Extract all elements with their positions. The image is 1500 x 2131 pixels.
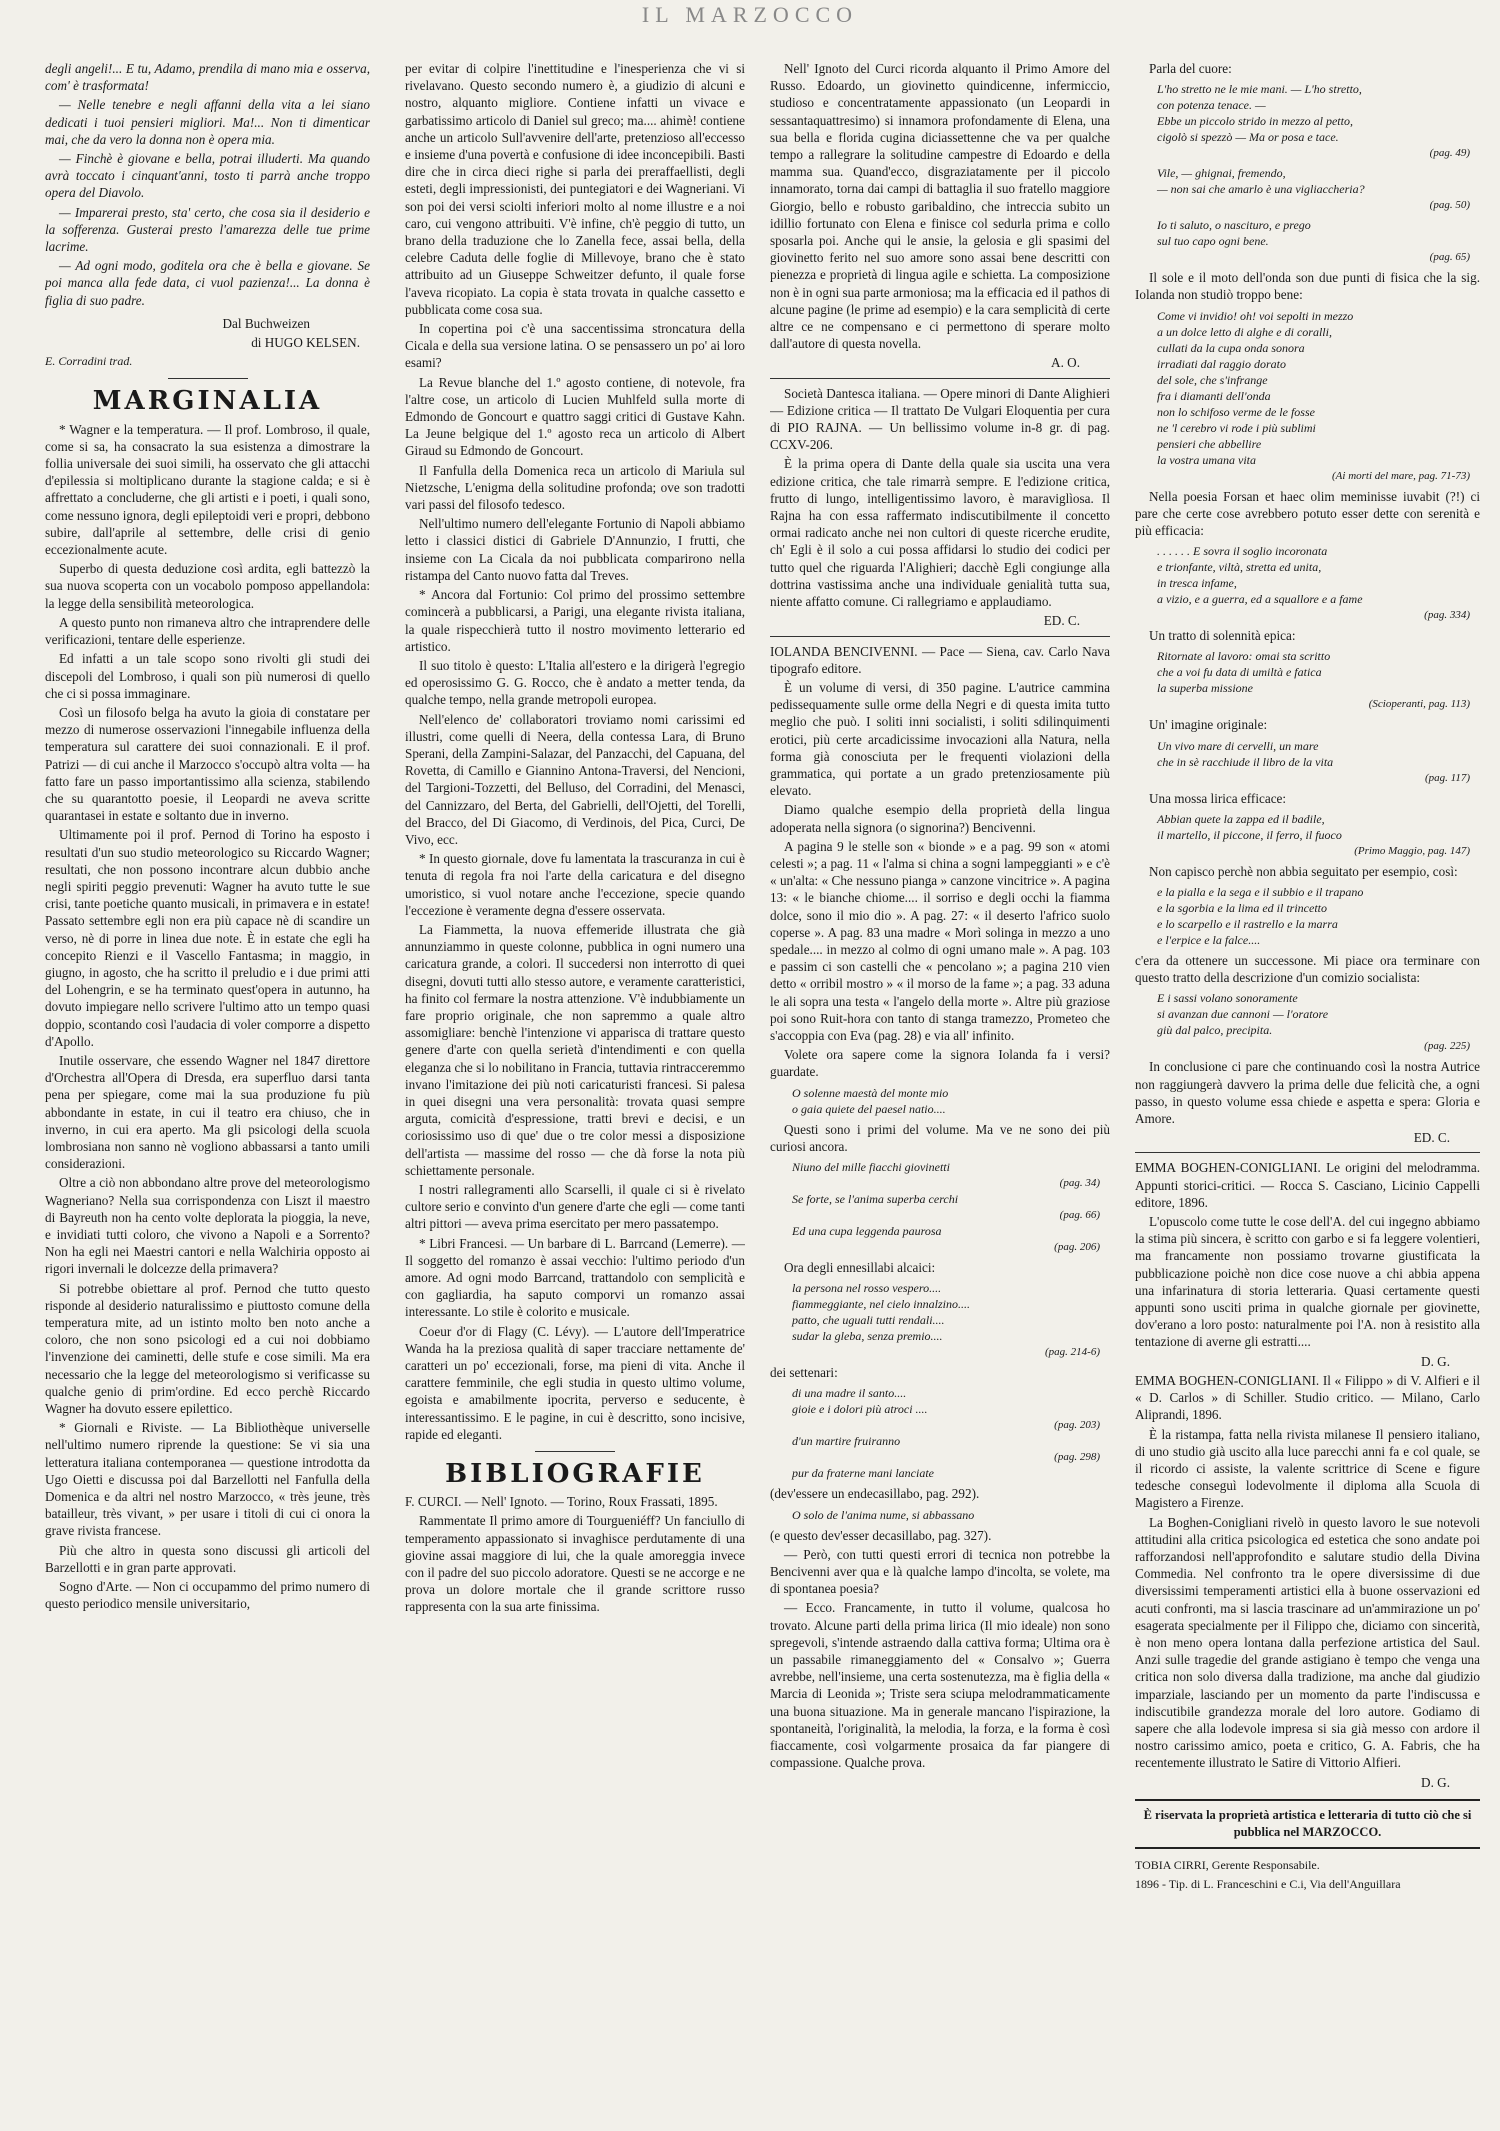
poem-line: sul tuo capo ogni bene. [1157, 234, 1269, 249]
poem-quote [1157, 811, 1480, 859]
poem-line: che a voi fu data di umiltà e fatica [1157, 665, 1322, 680]
article-paragraph: A questo punto non rimaneva altro che intraprendere delle verificazioni, tentare delle esperienze. [45, 614, 370, 648]
poem-source: (pag. 334) [1424, 609, 1470, 622]
rights-notice: È riservata la proprietà artistica e letteraria di tutto ciò che si pubblica nel MARZOCCO. [1135, 1799, 1480, 1849]
poem-line: cullati da la cupa onda sonora [1157, 340, 1305, 355]
review-head: Società Dantesca italiana. — Opere minori di Dante Alighieri — Edizione critica — Il trattato De Vulgari Eloquentia per cura di PIO RAJNA. — Un bellissimo volume in-8 gr. di pag. CCXV-206. [770, 385, 1110, 453]
article-paragraph: Il Fanfulla della Domenica reca un articolo di Mariula sul Nietzsche, L'enigma della solitudine profonda; ove son tradotti vari passi del filosofo tedesco. [405, 462, 745, 513]
poem-line: Se forte, se l'anima superba cerchi [792, 1191, 959, 1206]
article-paragraph: In copertina poi c'è una saccentissima stroncatura della Cicala e della sua versione latina. O se pensassero un po' ai loro esami? [405, 321, 745, 371]
poem-line: e l'erpice e la falce.... [1157, 933, 1261, 948]
signature: A. O. [1051, 355, 1080, 371]
article-paragraph: — Ecco. Francamente, in tutto il volume, qualcosa ho trovato. Alcune parti della prima lirica (Il mio ideale) non sono spregevoli, s'intende astraendo dalla cattiva forma; Ultima ora è un passabile rimaneggiamento del « Consalvo »; Guerra avrebbe, nell'insieme, una certa sostenutezza, ma è figlia della « Marcia di Leonida »; Triste sera sciupa melodrammaticamente una buona situazione. Ma in generale mancano l'ispirazione, la spontaneità, l'originalità, la melodia, la forza, e la forma è così fiaccamente, così volgarmente prosaica da far piangere di compassione. Qualche prova. [770, 1600, 1110, 1771]
article-paragraph: È la ristampa, fatta nella rivista milanese Il pensiero italiano, di uno studio già uscito alla luce parecchi anni fa e col quale, se il ricordo ci assiste, la valente scrittrice di Scene e figure tedesche conseguì lodevolmente il diploma alla Scuola di Magistero a Firenze. [1135, 1426, 1480, 1511]
poem-line: O solenne maestà del monte mio [792, 1085, 949, 1100]
signature: D. G. [1421, 1774, 1450, 1790]
article-paragraph: Volete ora sapere come la signora Iolanda fa i versi? guardate. [770, 1047, 1110, 1080]
verse-paragraph: — Nelle tenebre e negli affanni della vita a lei siano dedicati i tuoi pensieri migliori. Ma!... Non ti dimenticar mai, che da vero la donna non è opera mia. [45, 97, 370, 147]
divider [168, 378, 248, 379]
section-title-marginalia: MARGINALIA [92, 386, 323, 417]
gerente: TOBIA CIRRI, Gerente Responsabile. [1135, 1858, 1320, 1873]
article-paragraph: A pagina 9 le stelle son « bionde » e a pag. 99 son « atomi celesti »; a pag. 11 « l'alma si china a sogni lampeggianti » e c'è « un'alta: « Che nessuno pianga » canzone vincitrice ». A pagina 13: « le bianche chiome.... il sorriso e degli occhi la fiamma dolce, sono il mio dio ». A pag. 27: « il deserto l'africo suolo coperse ». A pag. 83 una madre « Morì solinga in mezzo a uno spedale.... in mezzo al colmo di ogni umano male ». A pag. 103 e passim ci son castelli che « pencolano »; a pagina 210 vien detto « orribil mostro » « il morso de la fame »; a pag. 33 aduna le ali sopra una testa « l'angelo della morte ». Altre più graziose poi sono Ruit-hora con tanto di stanga tramezzo, Prometeo che s'accoppia con Eva (pag. 28) e via all' infinito. [770, 838, 1110, 1043]
translator: E. Corradini trad. [45, 354, 133, 369]
poem-quote [1157, 217, 1480, 265]
poem-source: (pag. 225) [1424, 1040, 1470, 1053]
poem-line: che in sè racchiude il libro de la vita [1157, 754, 1334, 769]
article-paragraph: * Libri Francesi. — Un barbare di L. Barrcand (Lemerre). — Il soggetto del romanzo è assai vecchio: l'ultimo periodo d'un amore. Ad ogni modo Barrcand, trattandolo con semplicità e con gagliardia, ha saputo comporvi un romanzo assai interessante. Lo stile è colorito e musicale. [405, 1235, 745, 1320]
poem-line: la vostra umana vita [1157, 452, 1256, 467]
article-paragraph: Parla del cuore: [1149, 61, 1232, 76]
article-paragraph: Oltre a ciò non abbondano altre prove del meteorologismo Wagneriano? Nella sua corrispondenza con Liszt il maestro di Bayreuth non ha cento volte deplorata la pioggia, la neve, e invidiati tutti coloro, che vivono a Napoli e a Sorrento? Non ha egli nei Maestri cantori e nella Walchiria opposto ai rigori invernali le dolcezze della primavera? [45, 1175, 370, 1277]
poem-source: (Primo Maggio, pag. 147) [1354, 844, 1470, 857]
poem-line: ne 'l cerebro vi rode i più sublimi [1157, 420, 1316, 435]
signature: ED. C. [1413, 1130, 1450, 1146]
article-paragraph: Nell'elenco de' collaboratori troviamo nomi carissimi ed illustri, come quelli di Neera, della contessa Lara, di Bruno Sperani, della Zampini-Salazar, del Panzacchi, del Capuana, del Rovetta, di Camillo e Giannino Antona-Traversi, del Nencioni, del Targioni-Tozzetti, del Belluso, del Corradini, del Menasci, del Cannizzaro, del Berta, del Gabrielli, dell'Ojetti, del Torelli, del Bracco, del Di Giacomo, di Verdinois, del Pica, Curci, De Vivo, ecc. [405, 711, 745, 847]
poem-quote [1157, 543, 1480, 623]
article-paragraph: I nostri rallegramenti allo Scarselli, il quale ci si è rivelato cultore serio e convinto d'un genere d'arte che egli — come tanti altri pittori — aveva prima esercitato per mero passatempo. [405, 1182, 745, 1232]
poem-line: irradiati dal raggio dorato [1157, 356, 1287, 371]
verse-paragraph: degli angeli!... E tu, Adamo, prendila di mano mia e osserva, com' è trasformata! [45, 61, 370, 94]
poem-line: a un dolce letto di alghe e di coralli, [1157, 324, 1332, 339]
article-paragraph: Superbo di questa deduzione così ardita, egli battezzò la sua nuova scoperta con un vocabolo pomposo appellandola: la legge della sensibilità meteorologica. [45, 561, 370, 611]
verses [45, 60, 370, 309]
review-head: EMMA BOGHEN-CONIGLIANI. Il « Filippo » di V. Alfieri e il « D. Carlos » di Schiller. Studio critico. — Milano, Carlo Aliprandi, 1896. [1135, 1372, 1480, 1423]
poem-quote [792, 1159, 1110, 1255]
article-paragraph: (e questo dev'esser decasillabo, pag. 327). [770, 1527, 992, 1543]
article-paragraph: * Giornali e Riviste. — La Bibliothèque universelle nell'ultimo numero riprende la questione: Se vi sia una letteratura italiana contemporanea — questione introdotta da Ugo Oietti e discussa poi dal Barzellotti nel Fanfulla della Domenica e da altri nel nostro Marzocco, « très jeune, très batailleur, très vivant, » per usare i titoli di cui ci onora la grave rivista francese. [45, 1420, 370, 1539]
verse-paragraph: — Finchè è giovane e bella, potrai illuderti. Ma quando avrà toccato i cinquant'anni, tosto ti parrà anche troppo opera del Diavolo. [45, 151, 370, 201]
poem-source: (pag. 65) [1429, 251, 1470, 264]
poem-line: o gaia quiete del paesel natio.... [792, 1101, 946, 1116]
poem-line: fra i diamanti dell'onda [1157, 388, 1271, 403]
poem-line: E i sassi volano sonoramente [1157, 991, 1298, 1006]
poem-source: (pag. 66) [1059, 1208, 1100, 1221]
article-paragraph: È la prima opera di Dante della quale sia uscita una vera edizione critica, che tale rimarrà sempre. E l'edizione critica, frutto di lungo, intelligentissimo lavoro, è maraviglìosa. Il Rajna ha con essa raffermato indiscutibilmente il concetto ormai radicato anche nei non cultori di queste ricerche erudite, ch' Egli è il solo a cui possa affidarsi lo studio dei codici per tutto quel che riguarda l'Alighieri; dacchè Egli congiunge alla dottrina vastissima anche una individuale genialità tutta sua, niente affatto comune. Ci rallegriamo e applaudiamo. [770, 456, 1110, 610]
article-paragraph: La Revue blanche del 1.º agosto contiene, di notevole, fra l'altre cose, un articolo di Lucien Muhlfeld sulla morte di Edmondo de Goncourt e quattro saggi critici di Gustave Kahn. La Jeune belgique del 1.º agosto reca un articolo di Albert Giraud su Edmondo de Goncourt. [405, 374, 745, 459]
signature: D. G. [1421, 1353, 1450, 1369]
poem-line: la persona nel rosso vespero.... [792, 1281, 942, 1296]
masthead: IL MARZOCCO [641, 2, 859, 27]
poem-source: (pag. 214-6) [1045, 1346, 1100, 1359]
article-paragraph: — Però, con tutti questi errori di tecnica non potrebbe la Bencivenni aver qua e là qualche lampo d'incolta, se volete, ma di spontanea poesia? [770, 1546, 1110, 1597]
poem-line: non lo schifoso verme de le fosse [1157, 404, 1315, 419]
verse-paragraph: — Ad ogni modo, goditela ora che è bella e giovane. Se poi manca alla fede data, ci vuol pazienza!... La donna è figlia di suo padre. [45, 258, 370, 308]
poem-line: e la pialla e la sega e il subbio e il trapano [1157, 885, 1364, 900]
poem-line: . . . . . . E sovra il soglio incoronata [1157, 544, 1328, 559]
poem-line: Niuno del mille fiacchi giovinetti [792, 1159, 950, 1174]
article-paragraph: Nell'ultimo numero dell'elegante Fortunio di Napoli abbiamo letto i classici distici di Gabriele D'Annunzio, I frutti, che insieme con La Cicala da noi pubblicata comparirono nella ristampa del Canto nuovo fatta dal Treves. [405, 516, 745, 583]
poem-line: del sole, che s'infrange [1157, 372, 1268, 387]
poem-source: (Ai morti del mare, pag. 71-73) [1332, 469, 1470, 482]
poem-source: (pag. 298) [1054, 1451, 1100, 1464]
poem-line: pur da fraterne mani lanciate [792, 1466, 934, 1481]
poem-line: Ebbe un piccolo strido in mezzo al petto, [1157, 114, 1353, 129]
article-paragraph: Questi sono i primi del volume. Ma ve ne sono dei più curiosi ancora. [770, 1121, 1110, 1154]
article-paragraph: * In questo giornale, dove fu lamentata la trascuranza in cui è tenuta di regola fra noi l'arte della caricatura e del disegno umoristico, si vuol notare anche l'eccezione, specie quando l'eccezione è veramente degna d'essere osservata. [405, 851, 745, 918]
article-paragraph: Inutile osservare, che essendo Wagner nel 1847 direttore d'Orchestra all'Opera di Dresda, era superfluo darsi tanta pena per spiegare, come mai la sua produzione fu più abbondante in estate, in cui il teatro era chiuso, che in inverno, in cui era aperto. Ma gli psicologi della scuola lombrosiana non sanno nè vogliono abbassarsi a tanto umili considerazioni. [45, 1052, 370, 1172]
byline-from: Dal Buchweizen [222, 315, 310, 331]
poem-line: e trionfante, viltà, stretta ed unita, [1157, 560, 1322, 575]
poem-quote [792, 1085, 1110, 1117]
signature: ED. C. [1043, 613, 1080, 629]
marginalia-body [45, 421, 370, 1613]
poem-line: — non sai che amarlo è una vigliaccheria? [1157, 182, 1365, 197]
poem-line: Come vi invidio! oh! voi sepolti in mezzo [1157, 308, 1354, 323]
article-paragraph: Sogno d'Arte. — Non ci occupammo del primo numero di questo periodico mensile universitario, [45, 1579, 370, 1612]
poem-source: (pag. 50) [1429, 199, 1470, 212]
divider [770, 378, 1110, 379]
poem-line: Ed una cupa leggenda paurosa [792, 1223, 942, 1238]
article-paragraph: Così un filosofo belga ha avuto la gioia di constatare per mezzo di numerose osservazioni l'innegabile influenza della temperatura sul carattere dei suoi connazionali. E il prof. Patrizi — di cui anche il Marzocco s'occupò altra volta — ha fatto fare un passo importantissimo alla scienza, stabilendo che su quarantotto poesie, il Leopardi ne aveva scritte quarantasei in estate e soltanto due in inverno. [45, 704, 370, 824]
article-paragraph: dei settenari: [770, 1365, 838, 1381]
article-paragraph: Nella poesia Forsan et haec olim meminisse iuvabit (?!) ci pare che certe cose avrebbero potuto esser dette con serenità e più efficacia: [1135, 488, 1480, 539]
poem-quote [1157, 884, 1480, 948]
poem-line: la superba missione [1157, 681, 1253, 696]
article-paragraph: L'opuscolo come tutte le cose dell'A. del cui ingegno abbiamo la stima più sincera, è scritto con garbo e si fa leggere volentieri, ma francamente non possiamo trovarne giustificata la pubblicazione poichè non dice cose nuove a chi abbia appena una infarinatura di storia letteraria. Quasi certamente questi appunti sono usciti prima in qualche giornale per giovinette, dov'erano a loro posto: naturalmente poi l'A. non à resistito alla tentazione di averne gli estratti.... [1135, 1214, 1480, 1350]
article-paragraph: (dev'essere un endecasillabo, pag. 292). [770, 1486, 980, 1502]
column-3 [770, 60, 1110, 2120]
poem-line: fiammeggiante, nel cielo innalzino.... [792, 1297, 970, 1312]
poem-line: sudar la gleba, senza premio.... [792, 1329, 943, 1344]
article-paragraph: Il sole e il moto dell'onda son due punti di fisica che la sig. Iolanda non studiò troppo bene: [1135, 270, 1480, 303]
poem-line: Vile, — ghignai, fremendo, [1157, 166, 1286, 181]
poem-line: di una madre il santo.... [792, 1386, 907, 1401]
poem-line: Un vivo mare di cervelli, un mare [1157, 738, 1319, 753]
review-head: IOLANDA BENCIVENNI. — Pace — Siena, cav. Carlo Nava tipografo editore. [770, 643, 1110, 676]
poem-line: pensieri che abbellire [1157, 436, 1262, 451]
poem-line: gioie e i dolori più atroci .... [792, 1402, 928, 1417]
article-paragraph: per evitar di colpire l'inettitudine e l'inesperienza che vi si rivelavano. Questo secondo numero è, a giudizio di alcuni e nostro, alquanto migliore. Contiene infatti un vivace e garbatissimo articolo di Daniel sul greco; ma.... ahimè! contiene anche un articolo Sull'avvenire dell'arte, pretenzioso all'eccesso e insieme d'una povertà e confusione di idee inconcepibili. Basti dire che in circa dieci righe si parla dei preraffaellisti, degli esteti, degli impressionisti, dei puntegiatori e dei Wagneriani. Vi son poi dei versi sciolti inferiori molto al nome illustre e a noi caro, cui vengono attribuiti. V'è infine, ch'è peggio di tutto, un brano della traduzione che lo Zanella fece, assai bella, della celebre Caduta delle foglie di Millevoye, brano che è stato attribuito ad un Giuseppe Schweitzer defunto, il quale forse l'aveva ricopiato. La copia è stata trovata in qualche cassetto e pubblicata come cosa sua. [405, 61, 745, 317]
poem-quote [1157, 990, 1480, 1054]
column-2 [405, 60, 745, 2120]
poem-quote [1157, 81, 1480, 161]
article-paragraph: Ora degli ennesillabi alcaici: [784, 1259, 936, 1275]
poem-line: si avanzan due cannoni — l'oratore [1157, 1007, 1329, 1022]
column-1 [45, 60, 370, 2120]
poem-quote [1157, 308, 1480, 484]
article-paragraph: La Boghen-Conigliani rivelò in questo lavoro le sue notevoli attitudini alla critica psicologica ed estetica che sono andate poi rafforzandosi nell'approfondito e salutare studio della Divina Commedia. Nel confronto tra le opere diversissime di due diversissimi temperamenti artistici ella à buone osservazioni ed acuti confronti, ma si lascia trascinare ad un'ammirazione un po' esagerata specialmente per il Filippo che, diciamo con sincerità, è non meno opera lontana dalla perfezione artistica del Saul. Anzi sulle tragedie del grande astigiano è tempo che venga una critica non solo diversa dalla tradizione, ma anche dal giudizio imparziale, lasciando per un momento da parte l'indiscussa e indiscutibile grandezza morale del loro autore. Godiamo di sapere che alla lodevole impresa si sia già messo con ardore il nostro carissimo amico, poeta e critico, G. A. Fabris, che ha recentemente illustrato le Satire di Vittorio Alfieri. [1135, 1514, 1480, 1771]
article-paragraph: La Fiammetta, la nuova effemeride illustrata che già annunziammo in queste colonne, pubblica in ogni numero una caricatura grande, a colori. Il succedersi non interrotto di quei disegni, dovuti tutti allo stesso autore, e veramente caratteristici, ha finito col fermare la nostra attenzione. V'è indubbiamente un fare proprio originale, che non sapremmo a quale altro assomigliare: benchè l'intenzione vi apparisca di trattare questo genere d'arte con quella serietà d'intendimenti e con quella eleganza che si lo nobilitano in Francia, tuttavia rintracceremmo invano l'imitazione dei più noti caricaturisti francesi. Si palesa in quei disegni una vera personalità: trovata quasi sempre arguta, comicità d'espressione, tratti brevi e decisi, e un coriosissimo uso di que' due o tre color messi a disposizione dell'artista — massime del rosso — che dà forse la nota più schiettamente personale. [405, 921, 745, 1178]
poem-quote [792, 1385, 1110, 1481]
article-paragraph: Una mossa lirica efficace: [1149, 790, 1287, 806]
poem-source: (pag. 206) [1054, 1240, 1100, 1253]
review-head: EMMA BOGHEN-CONIGLIANI. Le origini del melodramma. Appunti storici-critici. — Rocca S. Casciano, Licinio Cappelli editore, 1896. [1135, 1160, 1480, 1210]
article-paragraph: Il suo titolo è questo: L'Italia all'estero e la dirigerà l'egregio ed operosissimo G. G. Rocco, che è andato a metter tenda, da qualche tempo, nella grande metropoli europea. [405, 657, 745, 708]
poem-line: giù dal palco, precipita. [1157, 1023, 1273, 1038]
article-paragraph: Ultimamente poi il prof. Pernod di Torino ha esposto i resultati d'un suo studio meteorologico su Riccardo Wagner; resultati, che non possono incontrare alcun dubbio anche negli spiriti peggio prevenuti: Wagner ha avuto tutte le sue crisi, tante poetiche quanto musicali, in primavera e in estate! Passato settembre egli non era più capace nè di scandire un verso, nè di porre in linea due note. È in estate che egli ha concepito Rienzi e il Vascello Fantasma; in maggio, in giugno, in agosto, che ha scritto il preludio e i due primi atti del Lohengrin, e se ha terminato quest'opera in autunno, ha dovuto impiegare nello scrivere l'ultimo atto un tempo quasi doppio, scontando così l'audacia di voler comporre a dispetto d'Apollo. [45, 827, 370, 1049]
article-paragraph: Rammentate Il primo amore di Tourgueniéff? Un fanciullo di temperamento appassionato si invaghisce perdutamente di una giovine assai maggiore di lui, che la quale amoreggia invece con il padre del suo piccolo adoratore. Questi se ne accorge e ne prova un dolore mortale che il grande scrittore russo rappresenta con la sua arte finissima. [405, 1513, 745, 1615]
poem-quote [1157, 738, 1480, 786]
poem-line: patto, che uguali tutti rendali.... [792, 1313, 945, 1328]
divider [535, 1451, 615, 1452]
poem-source: (pag. 49) [1429, 147, 1470, 160]
poem-line: L'ho stretto ne le mie mani. — L'ho stretto, [1157, 82, 1362, 97]
divider [770, 636, 1110, 637]
verse-paragraph: — Imparerai presto, sta' certo, che cosa sia il desiderio e la sofferenza. Gusterai presto l'amarezza delle tue prime lacrime. [45, 204, 370, 255]
imprint: 1896 - Tip. di L. Franceschini e C.i, Via dell'Anguillara [1135, 1877, 1401, 1892]
poem-quote [1157, 165, 1480, 213]
poem-line: e lo scarpello e il rastrello e la marra [1157, 917, 1338, 932]
poem-line: in tresca infame, [1157, 576, 1237, 591]
poem-source: (pag. 203) [1054, 1419, 1100, 1432]
article-paragraph: Diamo qualche esempio della proprietà della lingua adoperata nella signora (o signorina?) Bencivenni. [770, 802, 1110, 835]
column-4 [1135, 60, 1480, 2120]
poem-quote [1157, 648, 1480, 712]
article-paragraph: In conclusione ci pare che continuando così la nostra Autrice non raggiungerà davvero la prima delle due felicità che, a ogni passo, in questo volume essa chiede e aspetta e spera: Gloria e Amore. [1135, 1059, 1480, 1127]
poem-line: O solo de l'anima nume, si abbassano [792, 1507, 975, 1522]
poem-line: Io ti saluto, o nascituro, e prego [1157, 218, 1311, 233]
poem-source: (pag. 34) [1059, 1176, 1100, 1189]
poem-source: (pag. 117) [1424, 771, 1470, 784]
section-title-bibliografie: BIBLIOGRAFIE [445, 1459, 705, 1490]
article-paragraph: Ed infatti a un tale scopo sono rivolti gli studi dei discepoli del Lombroso, i quali son più numerosi di quello che ci si possa immaginare. [45, 651, 370, 701]
article-paragraph: Si potrebbe obiettare al prof. Pernod che tutto questo risponde al desiderio naturalissimo e piuttosto comune della temperatura mite, ad un istinto molto ben noto anche a coloro, che non sono psicologi ed a cui noi dobbiamo l'invenzione dei caminetti, delle stufe e cose simili. Ma era necessario che la legge del meteorologismo si verificasse su qualche genio di prim'ordine. Ed ecco perchè Riccardo Wagner ha dovuto essere epilettico. [45, 1280, 370, 1417]
poem-line: cigolò si spezzò — Ma or posa e tace. [1157, 130, 1339, 145]
article-paragraph: Non capisco perchè non abbia seguitato per esempio, così: [1149, 863, 1458, 879]
poem-line: a vizio, e a guerra, ed a squallore e a fame [1157, 592, 1363, 607]
article-paragraph: Nell' Ignoto del Curci ricorda alquanto il Primo Amore del Russo. Edoardo, un giovinetto quindicenne, infermiccio, studioso e concentratamente appassionato (un Leopardi in sessantaquattresimo) si innamora profondamente di Elena, una sua bella e florida cugina diciassettenne che va per qualche tempo a rallegrare la solitudine campestre di Edoardo e della mamma sua. Quand'ecco, disgraziatamente per il piccolo innamorato, torna dai campi di battaglia il suo fratello maggiore Giorgio, bello e robusto garibaldino, che intreccia subito un idillio fortunato con Elena e finisce col sedurla prima e collo sposarla poi. Anche qui le ansie, la gelosia e gli spasimi del giovinetto ferito nel suo amore sono assai bene descritti con pienezza e proprietà di lingua agile e schietta. La composizione non è in ogni sua parte armoniosa; ma la efficacia ed il pathos di alcune pagine (le prime ad esempio) e la cara semplicità di certe altre ce ne compensano e ci permettono di sperare molto dall'autore di questa novella. [770, 61, 1110, 352]
article-paragraph: * Wagner e la temperatura. — Il prof. Lombroso, il quale, come si sa, ha consacrato la sua esistenza a dimostrare la follia universale dei suoi simili, ha osservato che gli attacchi d'epilessia si moltiplicano durante la stagione calda; e si è affrettato a concluderne, che gli artisti e i poeti, i quali sono, come nessuno ignora, degli epileptoidi veri e propri, debbono subire, dall'aprile al settembre, delle crisi di genio eccezionalmente acute. [45, 421, 370, 558]
article-paragraph: È un volume di versi, di 350 pagine. L'autrice cammina pedissequamente sulle orme della Negri e di questa imita tutto meglio che può. I soliti inni socialisti, i soliti sdilinquimenti erotici, più certe arcadicissime invocazioni alla Natura, nella forma già conosciuta per le frequenti violazioni della grammatica, qui portate a un grado pretenziosamente più elevato. [770, 679, 1110, 799]
poem-quote [792, 1280, 1110, 1360]
divider [1135, 1152, 1480, 1153]
byline-author: di HUGO KELSEN. [251, 335, 360, 351]
article-paragraph: Un tratto di solennità epica: [1149, 628, 1296, 644]
poem-line: e la sgorbia e la lima ed il trincetto [1157, 901, 1327, 916]
article-paragraph: Più che altro in questa sono discussi gli articoli del Barzellotti e in gran parte approvati. [45, 1542, 370, 1575]
poem-source: (Scioperanti, pag. 113) [1368, 698, 1470, 711]
poem-line: Abbian quete la zappa ed il badile, [1157, 811, 1325, 826]
poem-line: il martello, il piccone, il ferro, il fuoco [1157, 827, 1342, 842]
biblio-lead: F. CURCI. — Nell' Ignoto. — Torino, Roux Frassati, 1895. [405, 1494, 718, 1510]
poem-line: con potenza tenace. — [1157, 98, 1266, 113]
poem-line: d'un martire fruiranno [792, 1434, 901, 1449]
article-paragraph: * Ancora dal Fortunio: Col primo del prossimo settembre comincerà a pubblicarsi, a Parigi, una elegante rivista italiana, la quale rispecchierà tutto il nostro movimento letterario ed artistico. [405, 587, 745, 654]
poem-quote [792, 1507, 1110, 1523]
article-paragraph: c'era da ottenere un successone. Mi piace ora terminare con questo tratto della descrizione d'un comizio socialista: [1135, 953, 1480, 986]
poem-line: Ritornate al lavoro: omai sta scritto [1157, 649, 1331, 664]
article-paragraph: Un' imagine originale: [1149, 717, 1268, 733]
article-paragraph: Coeur d'or di Flagy (C. Lévy). — L'autore dell'Imperatrice Wanda ha la preziosa qualità di saper tracciare nettamente de' caratteri un po' eccezionali, forse, ma pieni di vita. Anche il carattere femminile, che egli studia in questo ultimo volume, egoista e amabilmente ipocrita, perverso e seducente, è interessantissimo. E le pagine, in cui è descritto, sono incisive, rapide ed eleganti. [405, 1323, 745, 1442]
